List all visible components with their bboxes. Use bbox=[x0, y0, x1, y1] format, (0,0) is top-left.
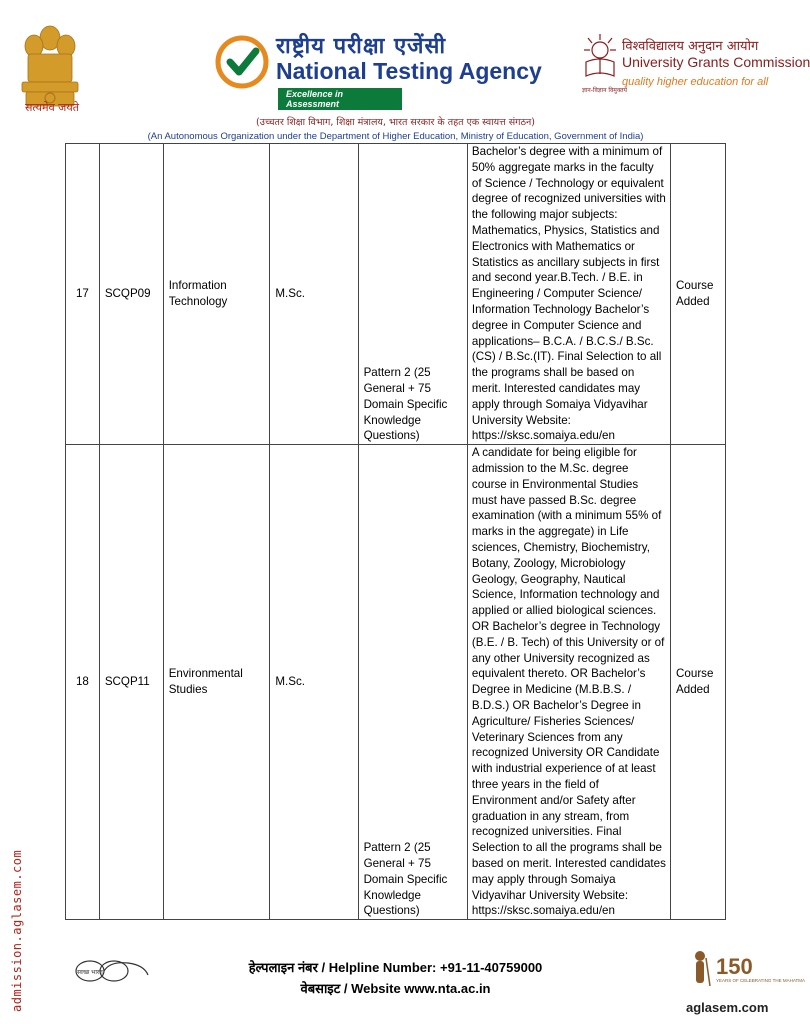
ugc-hindi-title: विश्वविद्यालय अनुदान आयोग bbox=[622, 39, 759, 54]
emblem-motto: सत्यमेव जयते bbox=[24, 101, 79, 114]
exam-pattern: Pattern 2 (25 General + 75 Domain Specific Knowledge Questions) bbox=[358, 445, 467, 920]
nta-logo-icon bbox=[216, 36, 268, 88]
status-text: Course Added bbox=[671, 144, 726, 445]
degree: M.Sc. bbox=[270, 445, 358, 920]
table-row bbox=[66, 445, 726, 920]
nta-tagline: Excellence in Assessment bbox=[278, 88, 402, 110]
swachh-text: स्वच्छ भारत bbox=[77, 969, 103, 976]
subject-code: SCQP09 bbox=[99, 144, 163, 445]
status-text: Course Added bbox=[671, 445, 726, 920]
ugc-tagline: quality higher education for all bbox=[622, 76, 769, 88]
subtitle-english: (An Autonomous Organization under the Department of Higher Education, Ministry of Education, Government of India) bbox=[147, 131, 644, 142]
subject-code: SCQP11 bbox=[99, 445, 163, 920]
gandhi-150-icon bbox=[686, 946, 806, 996]
gandhi-number: 150 bbox=[716, 954, 753, 979]
eligibility-text: A candidate for being eligible for admission to the M.Sc. degree course in Environmental Studies must have passed B.Sc. degree examination (with a minimum 55% of marks in the aggregate) in Life sciences, Chemistry, Biochemistry, Botany, Zoology, Microbiology Geology, Geography, Nautical Science, Information technology and applied or allied biological sciences. OR Bachelor’s degree in Technology (B.E. / B. Tech) of this University or of any other University recognized as equivalent thereto. OR Bachelor’s Degree in Medicine (M.B.B.S. / B.D.S.) OR Bachelor’s Degree in Agriculture/ Fisheries Sciences/ Veterinary Sciences from any recognized University OR Candidate with industrial experience of at least three years in the field of Environment and/or Safety after graduation in any stream, from recognized universities. Final Selection to all the programs shall be based on merit. Interested candidates may apply through Somaiya Vidyavihar University Website: https://sksc.somaiya.edu/en bbox=[467, 445, 670, 920]
gandhi-text: YEARS OF CELEBRATING THE MAHATMA bbox=[716, 978, 806, 983]
serial-number: 18 bbox=[66, 445, 100, 920]
exam-pattern: Pattern 2 (25 General + 75 Domain Specific Knowledge Questions) bbox=[358, 144, 467, 445]
degree: M.Sc. bbox=[270, 144, 358, 445]
website-link[interactable]: वेबसाइट / Website www.nta.ac.in bbox=[300, 981, 491, 996]
table-row bbox=[66, 144, 726, 445]
ugc-english-title: University Grants Commission bbox=[622, 54, 810, 70]
course-table bbox=[65, 143, 726, 920]
helpline-number: हेल्पलाइन नंबर / Helpline Number: +91-11-40759000 bbox=[248, 960, 543, 975]
subject-name: Information Technology bbox=[163, 144, 270, 445]
aglasem-brand: aglasem.com bbox=[686, 1000, 769, 1015]
watermark-text: admission.aglasem.com bbox=[10, 849, 24, 1012]
ugc-logo-icon bbox=[580, 32, 620, 84]
subtitle-hindi: (उच्चतर शिक्षा विभाग, शिक्षा मंत्रालय, भारत सरकार के तहत एक स्वायत्त संगठन) bbox=[256, 117, 535, 128]
serial-number: 17 bbox=[66, 144, 100, 445]
nta-hindi-title: राष्ट्रीय परीक्षा एजेंसी bbox=[276, 34, 447, 59]
nta-english-title: National Testing Agency bbox=[276, 58, 542, 84]
ugc-motto: ज्ञान-विज्ञान विमुक्तये bbox=[582, 87, 628, 94]
subject-name: Environmental Studies bbox=[163, 445, 270, 920]
eligibility-text: Bachelor’s degree with a minimum of 50% aggregate marks in the faculty of Science / Technology or equivalent degree of recognized universities with the following major subjects: Mathematics, Physics, Statistics and Electronics with Mathematics or Statistics as ancillary subjects in first and second year.B.Tech. / B.E. in Engineering / Computer Science/ Information Technology Bachelor’s degree in Computer Science and applications– B.C.A. / B.C.S./ B.Sc. (CS) / B.Sc.(IT). Final Selection to all the programs shall be based on merit. Interested candidates may apply through Somaiya Vidyavihar University Website: https://sksc.somaiya.edu/en bbox=[467, 144, 670, 445]
